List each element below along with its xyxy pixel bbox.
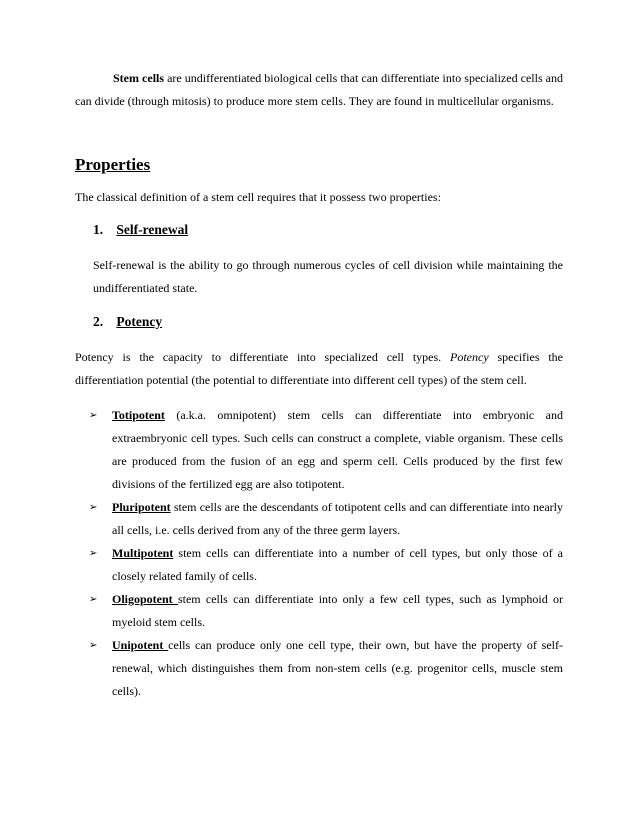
arrowhead-bullet-icon: ➢ [89, 594, 98, 605]
cell-type-term: Pluripotent [112, 500, 171, 514]
cell-type-text: cells can produce only one cell type, their own, but have the property of self-renewal, which distinguishes them from non-stem cells (e.g. progenitor cells, muscle stem cells). [112, 638, 563, 698]
potency-paragraph [75, 346, 563, 392]
cell-type-text: (a.k.a. omnipotent) stem cells can differentiate into embryonic and extraembryonic cell types. Such cells can construct a complete, viable organism. These cells are produced from the fusion of an egg and sperm cell. Cells produced by the first few divisions of the fertilized egg are also totipotent. [112, 408, 563, 491]
arrowhead-bullet-icon: ➢ [89, 502, 98, 513]
list-item-totipotent [75, 404, 563, 496]
potency-text-a: Potency is the capacity to differentiate into specialized cell types. [75, 350, 451, 364]
list-item-pluripotent [75, 496, 563, 542]
potency-heading [93, 312, 162, 332]
cell-type-text: stem cells can differentiate into only a few cell types, such as lymphoid or myeloid stem cells. [112, 592, 563, 629]
potency-title: Potency [116, 314, 163, 329]
potency-number: 2. [93, 314, 104, 329]
arrowhead-bullet-icon: ➢ [89, 410, 98, 421]
list-item-oligopotent [75, 588, 563, 634]
intro-term: Stem cells [113, 71, 165, 85]
cell-type-list [75, 404, 563, 703]
potency-text-b: specifies the differentiation potential (the potential to differentiate into different cell types) of the stem cell. [75, 350, 563, 387]
properties-definition: The classical definition of a stem cell requires that it possess two properties: [75, 190, 441, 204]
list-item-multipotent [75, 542, 563, 588]
cell-type-term: Unipotent [112, 638, 169, 652]
cell-type-term: Oligopotent [112, 592, 178, 606]
arrowhead-bullet-icon: ➢ [89, 548, 98, 559]
intro-paragraph [75, 67, 563, 113]
intro-text: are undifferentiated biological cells that can differentiate into specialized cells and can divide (through mitosis) to produce more stem cells. They are found in multicellular organisms. [75, 71, 564, 108]
list-item-unipotent [75, 634, 563, 703]
potency-text-italic: Potency [450, 350, 489, 364]
arrowhead-bullet-icon: ➢ [89, 640, 98, 651]
properties-heading: Properties [75, 155, 151, 174]
cell-type-text: stem cells can differentiate into a number of cell types, but only those of a closely related family of cells. [112, 546, 563, 583]
cell-type-text: stem cells are the descendants of totipotent cells and can differentiate into nearly all cells, i.e. cells derived from any of the three germ layers. [112, 500, 563, 537]
self-renewal-number: 1. [93, 222, 104, 237]
self-renewal-title: Self-renewal [116, 222, 189, 237]
cell-type-term: Totipotent [112, 408, 165, 422]
cell-type-term: Multipotent [112, 546, 174, 560]
self-renewal-paragraph: Self-renewal is the ability to go through numerous cycles of cell division while maintaining the undifferentiated state. [93, 258, 563, 295]
self-renewal-heading [93, 220, 188, 240]
